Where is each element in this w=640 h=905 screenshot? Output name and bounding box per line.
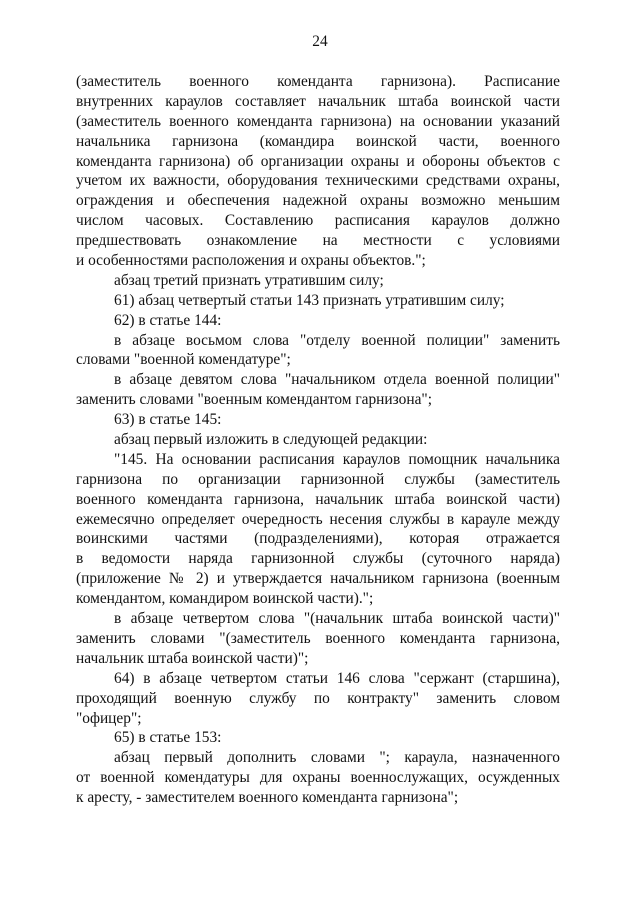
text-line: 61) абзац четвертый статьи 143 признать утратившим силу; — [114, 291, 505, 309]
text-line: проходящий военную службу по контракту" заменить словом — [76, 689, 560, 707]
text-line: коменданта гарнизона) об организации охраны и обороны объектов с — [76, 152, 560, 170]
text-line: от военной комендатуры для охраны военнослужащих, осужденных — [76, 769, 560, 787]
text-line: гарнизона по организации гарнизонной службы (заместитель — [76, 470, 560, 488]
text-line: внутренних караулов составляет начальник штаба воинской части — [76, 92, 560, 110]
text-line: ежемесячно определяет очередность несения службы в карауле между — [76, 510, 560, 528]
text-line: словами "военной комендатуре"; — [76, 351, 291, 369]
page-number: 24 — [312, 33, 328, 50]
text-line: "145. На основании расписания караулов помощник начальника — [114, 450, 560, 468]
text-line: 64) в абзаце четвертом статьи 146 слова "сержант (старшина), — [114, 669, 560, 687]
text-line: учетом их важности, оборудования техническими средствами охраны, — [76, 172, 560, 190]
text-line: начальник штаба воинской части)"; — [76, 649, 309, 667]
text-line: абзац первый изложить в следующей редакции: — [114, 431, 428, 449]
text-line: начальника гарнизона (командира воинской части, военного — [76, 132, 560, 150]
text-line: 62) в статье 144: — [114, 311, 222, 329]
text-line: в ведомости наряда гарнизонной службы (суточного наряда) — [76, 550, 560, 568]
text-line: заменить словами "военным комендантом гарнизона"; — [76, 391, 432, 409]
text-line: числом часовых. Составлению расписания караулов должно — [76, 212, 560, 230]
text-line: в абзаце восьмом слова "отделу военной полиции" заменить — [114, 331, 560, 349]
text-line: и особенностями расположения и охраны объектов."; — [76, 252, 426, 270]
text-line: 63) в статье 145: — [114, 411, 222, 429]
text-line: абзац первый дополнить словами "; караула, назначенного — [114, 749, 560, 767]
text-line: (заместитель военного коменданта гарнизона). Расписание — [76, 73, 560, 90]
text-line: военного коменданта гарнизона, начальник штаба воинской части) — [76, 490, 560, 508]
text-line: ограждения и обеспечения надежной охраны возможно меньшим — [76, 192, 560, 210]
text-line: (заместитель военного коменданта гарнизона) на основании указаний — [76, 112, 560, 130]
text-line: предшествовать ознакомление на местности с условиями — [76, 232, 560, 250]
document-body — [76, 72, 560, 808]
text-line: "офицер"; — [76, 709, 142, 727]
text-line: в абзаце четвертом слова "(начальник штаба воинской части)" — [114, 610, 560, 628]
text-line: (приложение № 2) и утверждается начальником гарнизона (военным — [76, 570, 560, 588]
text-line: к аресту, - заместителем военного коменданта гарнизона"; — [76, 789, 459, 807]
text-line: в абзаце девятом слова "начальником отдела военной полиции" — [114, 371, 560, 389]
text-line: комендантом, командиром воинской части)."; — [76, 590, 374, 608]
text-line: воинскими частями (подразделениями), которая отражается — [76, 530, 560, 548]
text-line: абзац третий признать утратившим силу; — [114, 271, 384, 289]
text-line: 65) в статье 153: — [114, 729, 222, 747]
text-line: заменить словами "(заместитель военного коменданта гарнизона, — [76, 629, 560, 647]
